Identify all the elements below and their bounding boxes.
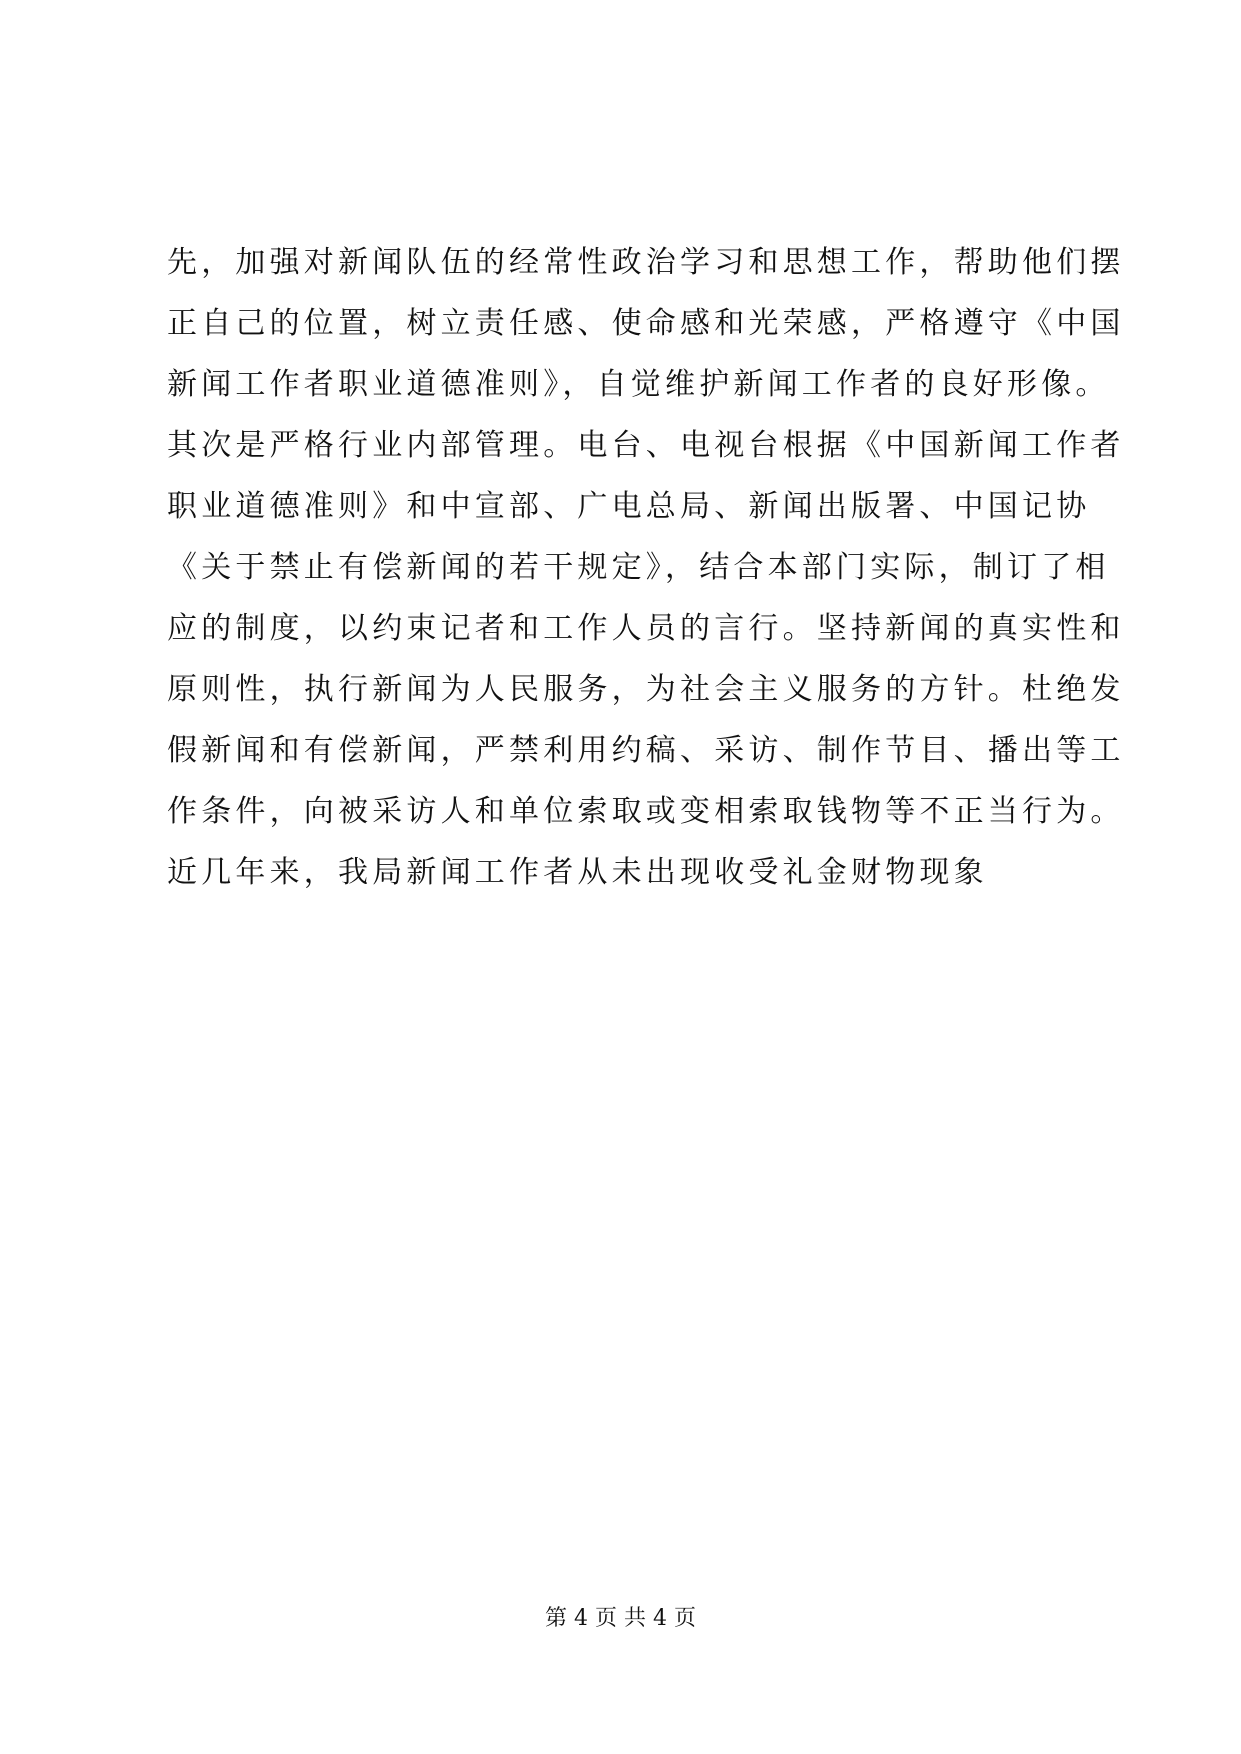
text-line: 《关于禁止有偿新闻的若干规定》，结合本部门实际，制订了相	[167, 550, 1110, 585]
text-line: 作条件，向被采访人和单位索取或变相索取钱物等不正当行为。	[167, 794, 1125, 829]
text-line: 应的制度，以约束记者和工作人员的言行。坚持新闻的真实性和	[167, 611, 1125, 646]
text-line: 职业道德准则》和中宣部、广电总局、新闻出版署、中国记协	[167, 489, 1091, 524]
text-line: 正自己的位置，树立责任感、使命感和光荣感，严格遵守《中国	[167, 306, 1125, 341]
text-line: 其次是严格行业内部管理。电台、电视台根据《中国新闻工作者	[167, 428, 1125, 463]
text-line: 近几年来，我局新闻工作者从未出现收受礼金财物现象	[167, 855, 988, 890]
text-line: 新闻工作者职业道德准则》，自觉维护新闻工作者的良好形像。	[167, 367, 1110, 402]
text-line: 假新闻和有偿新闻，严禁利用约稿、采访、制作节目、播出等工	[167, 733, 1125, 768]
body-paragraph	[167, 232, 1125, 903]
text-line: 先，加强对新闻队伍的经常性政治学习和思想工作，帮助他们摆	[167, 245, 1125, 280]
text-line: 原则性，执行新闻为人民服务，为社会主义服务的方针。杜绝发	[167, 672, 1125, 707]
page-number-footer: 第 4 页 共 4 页	[545, 1606, 696, 1631]
